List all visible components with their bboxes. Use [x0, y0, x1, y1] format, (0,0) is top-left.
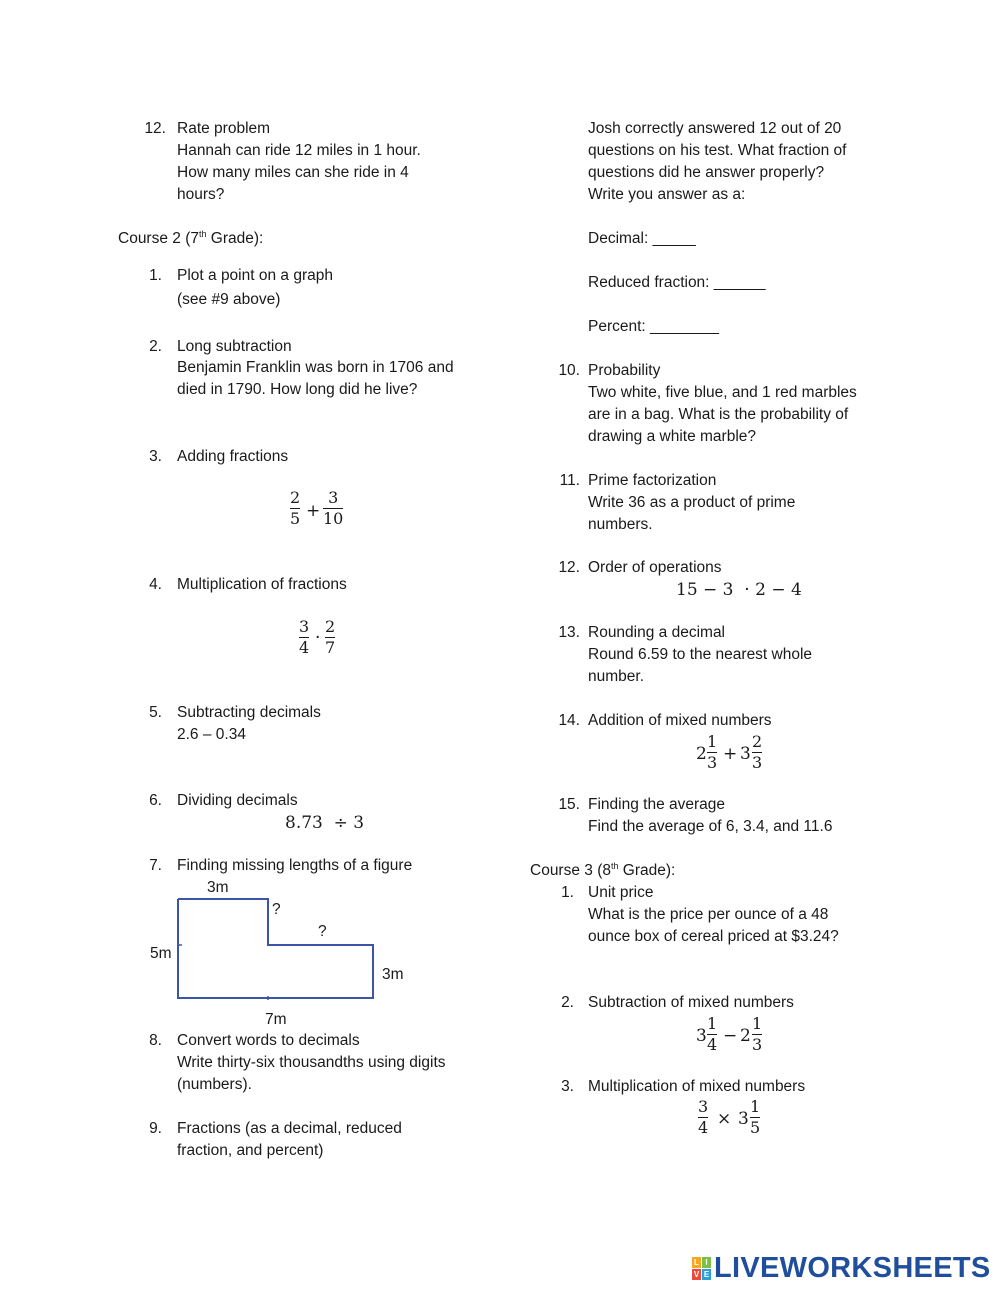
denominator: 10 [323, 509, 344, 528]
numerator: 2 [752, 732, 763, 751]
operator: + [723, 744, 738, 764]
question-text: drawing a white marble? [588, 428, 757, 445]
question-text: Two white, five blue, and 1 red marbles [588, 384, 857, 401]
question-title: Subtraction of mixed numbers [588, 994, 794, 1011]
denominator: 3 [752, 1035, 763, 1054]
question-number: 7. [149, 857, 162, 874]
question-text: Round 6.59 to the nearest whole [588, 646, 813, 663]
question-text: ounce box of cereal priced at $3.24? [588, 928, 839, 945]
question-number: 10. [558, 362, 580, 379]
numerator: 1 [750, 1097, 761, 1116]
numerator: 1 [707, 1014, 718, 1033]
whole-number: 3 [696, 1026, 707, 1046]
question-title: Subtracting decimals [177, 704, 321, 721]
question-title: Multiplication of mixed numbers [588, 1078, 806, 1095]
question-title: Finding missing lengths of a figure [177, 857, 413, 874]
answer-decimal-blank[interactable]: Decimal: _____ [588, 230, 696, 247]
question-title: Fractions (as a decimal, reduced [177, 1120, 402, 1137]
question-text: Write 36 as a product of prime [588, 494, 796, 511]
question-text: Hannah can ride 12 miles in 1 hour. [177, 142, 421, 159]
logo-block: V [693, 1270, 700, 1279]
question-number: 3. [561, 1078, 574, 1095]
course-heading-pre: Course 2 (7 [118, 230, 199, 247]
operator: + [306, 501, 321, 521]
question-text: (numbers). [177, 1076, 252, 1093]
fraction [707, 1014, 717, 1055]
question-text: questions on his test. What fraction of [588, 142, 847, 159]
question-text: Write you answer as a: [588, 186, 746, 203]
fraction [752, 1014, 762, 1055]
question-text: Benjamin Franklin was born in 1706 and [177, 359, 454, 376]
question-title: Probability [588, 362, 661, 379]
math-expression: 15 − 3 · 2 − 4 [676, 580, 802, 600]
denominator: 7 [325, 638, 336, 657]
figure-label-right: 3m [382, 966, 404, 983]
question-title: Convert words to decimals [177, 1032, 360, 1049]
question-text: (see #9 above) [177, 291, 281, 308]
question-title: Dividing decimals [177, 792, 298, 809]
question-title: Prime factorization [588, 472, 717, 489]
question-title: Long subtraction [177, 338, 292, 355]
question-number: 8. [149, 1032, 162, 1049]
denominator: 5 [290, 509, 301, 528]
logo-icon [692, 1257, 711, 1280]
question-number: 12. [558, 559, 580, 576]
question-text: What is the price per ounce of a 48 [588, 906, 829, 923]
denominator: 3 [752, 753, 763, 772]
numerator: 2 [325, 617, 336, 636]
course-heading-sup: th [198, 228, 207, 239]
course-heading-pre: Course 3 (8 [530, 862, 611, 879]
operator: · [315, 628, 321, 648]
question-text: 2.6 – 0.34 [177, 726, 246, 743]
question-text: Find the average of 6, 3.4, and 11.6 [588, 818, 833, 835]
question-number: 14. [558, 712, 580, 729]
question-title: Finding the average [588, 796, 726, 813]
question-text: are in a bag. What is the probability of [588, 406, 849, 423]
question-number: 3. [149, 448, 162, 465]
question-number: 11. [559, 472, 580, 489]
logo-text: LIVEWORKSHEETS [714, 1252, 991, 1284]
course-heading [530, 860, 675, 882]
figure-label-left: 5m [150, 945, 172, 962]
question-text: How many miles can she ride in 4 [177, 164, 409, 181]
question-title: Addition of mixed numbers [588, 712, 772, 729]
question-number: 9. [149, 1120, 162, 1137]
question-text: questions did he answer properly? [588, 164, 825, 181]
operator: − [723, 1026, 738, 1046]
numerator: 1 [752, 1014, 763, 1033]
question-title: Unit price [588, 884, 654, 901]
numerator: 1 [707, 732, 718, 751]
question-number: 15. [558, 796, 580, 813]
numerator: 3 [299, 617, 310, 636]
question-number: 2. [149, 338, 162, 355]
numerator: 3 [328, 488, 339, 507]
denominator: 5 [750, 1118, 761, 1137]
fraction [707, 732, 717, 773]
whole-number: 3 [740, 744, 751, 764]
logo-block: L [692, 1257, 701, 1268]
question-title: Order of operations [588, 559, 722, 576]
question-title: Adding fractions [177, 448, 289, 465]
course-heading-post: Grade): [206, 230, 264, 247]
whole-number: 3 [738, 1109, 749, 1129]
question-title: Rounding a decimal [588, 624, 726, 641]
numerator: 3 [698, 1097, 709, 1116]
figure-label-top: 3m [207, 879, 229, 896]
math-expression: 8.73 ÷ 3 [285, 813, 365, 833]
course-heading-sup: th [610, 860, 619, 871]
question-number: 6. [149, 792, 162, 809]
denominator: 4 [698, 1118, 709, 1137]
question-number: 4. [149, 576, 162, 593]
denominator: 4 [707, 1035, 718, 1054]
figure-label-bottom: 7m [265, 1011, 287, 1028]
question-number: 1. [561, 884, 574, 901]
operator: × [717, 1109, 732, 1129]
answer-percent-blank[interactable]: Percent: ________ [588, 318, 719, 335]
question-number: 5. [149, 704, 162, 721]
answer-reduced-fraction-blank[interactable]: Reduced fraction: ______ [588, 274, 766, 291]
question-number: 2. [561, 994, 574, 1011]
question-text: fraction, and percent) [177, 1142, 324, 1159]
figure-label-unknown: ? [272, 901, 281, 918]
question-text: number. [588, 668, 645, 685]
whole-number: 2 [696, 744, 707, 764]
logo-block: E [703, 1270, 710, 1279]
denominator: 3 [707, 753, 718, 772]
fraction [750, 1097, 760, 1138]
question-text: Josh correctly answered 12 out of 20 [588, 120, 842, 137]
question-text: hours? [177, 186, 225, 203]
fraction [752, 732, 762, 773]
fraction [698, 1097, 708, 1138]
question-title: Plot a point on a graph [177, 267, 333, 284]
whole-number: 2 [740, 1026, 751, 1046]
logo-block: I [702, 1257, 711, 1268]
question-number: 1. [149, 267, 162, 284]
course-heading-post: Grade): [618, 862, 676, 879]
question-text: Write thirty-six thousandths using digits [177, 1054, 446, 1071]
figure-label-unknown: ? [318, 923, 327, 940]
numerator: 2 [290, 488, 301, 507]
question-title: Rate problem [177, 120, 271, 137]
question-text: numbers. [588, 516, 653, 533]
question-text: died in 1790. How long did he live? [177, 381, 418, 398]
question-number: 13. [558, 624, 580, 641]
denominator: 4 [299, 638, 310, 657]
liveworksheets-logo[interactable] [692, 1252, 991, 1285]
question-title: Multiplication of fractions [177, 576, 347, 593]
question-number: 12. [144, 120, 166, 137]
